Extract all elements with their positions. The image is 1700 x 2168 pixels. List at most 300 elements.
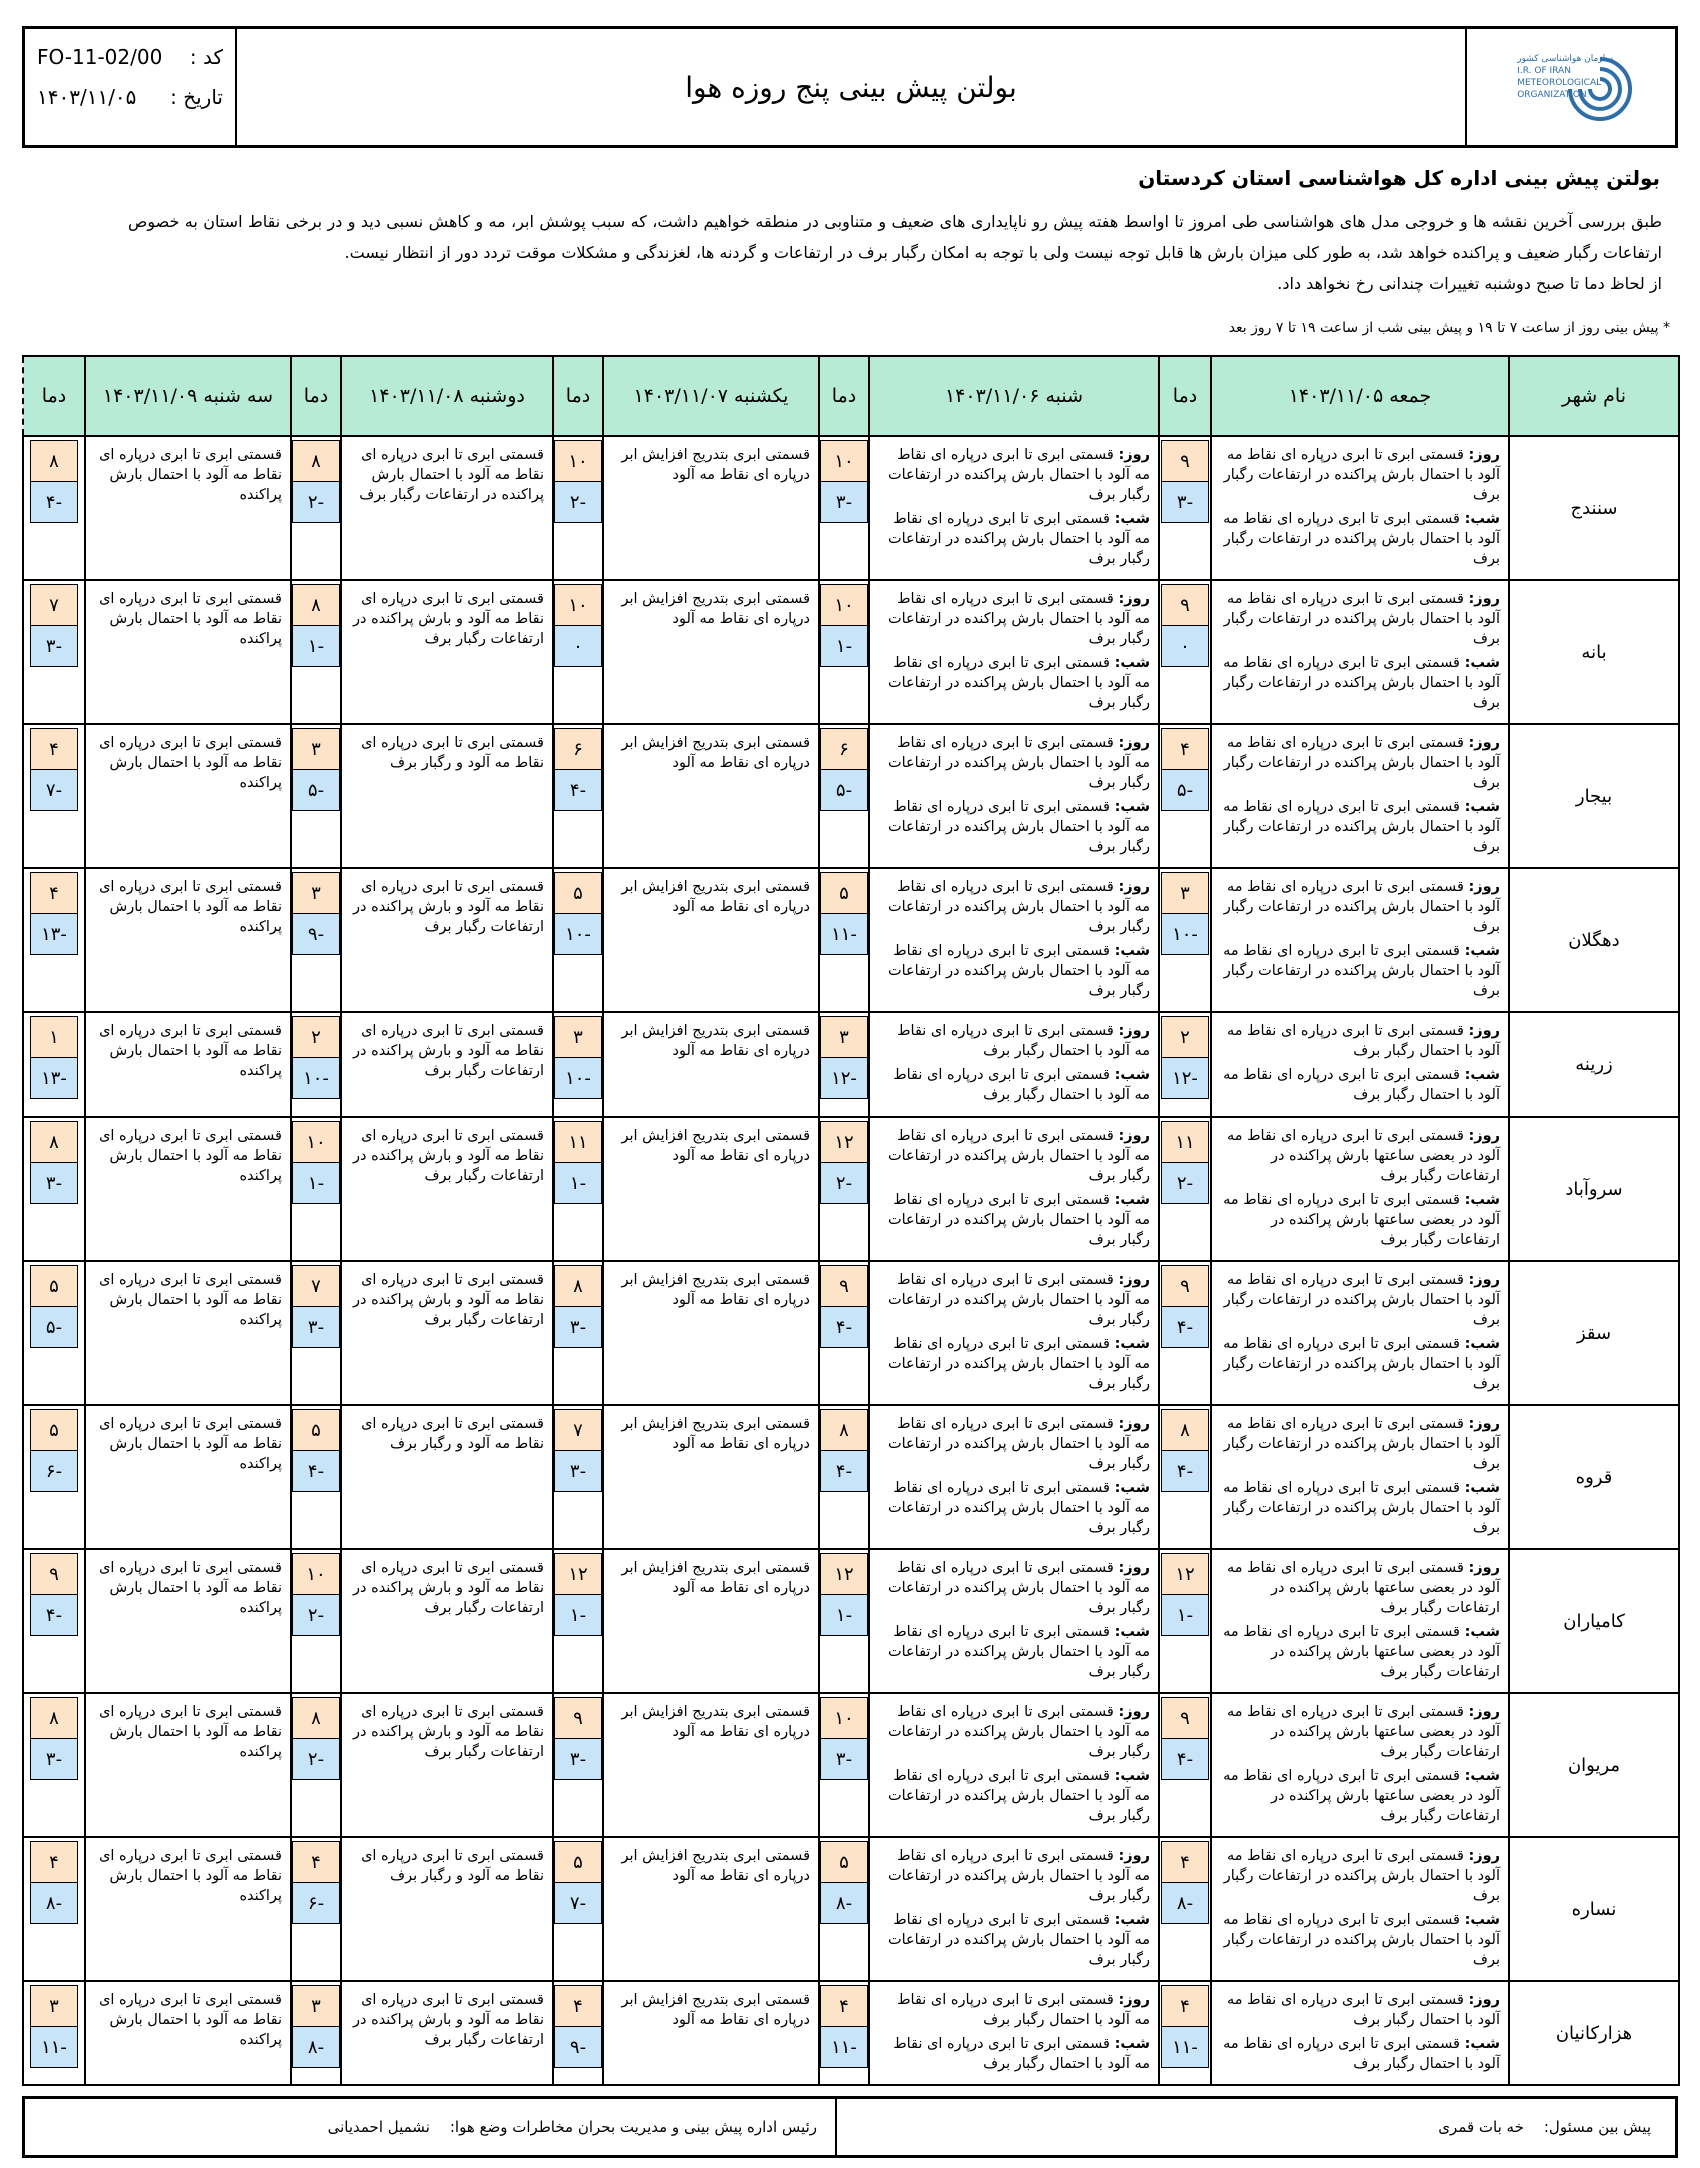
day-text: قسمتی ابری تا ابری درپاره ای نقاط مه آلود با احتمال رگبار برف [897,1992,1150,2028]
temperature-cell [1159,580,1211,724]
night-label: شب: [1114,943,1150,959]
forecast-cell [869,1693,1159,1837]
temperature-box [30,1697,78,1780]
min-temperature: -۶ [30,1451,78,1492]
night-text: قسمتی ابری تا ابری درپاره ای نقاط مه آلود با احتمال بارش پراکنده در ارتفاعات رگبار برف [887,799,1150,855]
min-temperature: -۱۰ [292,1058,340,1099]
table-row [23,1837,1679,1981]
min-temperature: -۱ [554,1163,602,1204]
day-text: قسمتی ابری تا ابری درپاره ای نقاط مه آلود با احتمال بارش پراکنده در ارتفاعات رگبار برف [1223,1272,1500,1328]
day-forecast [1220,733,1500,793]
night-label: شب: [1114,1624,1150,1640]
temperature-cell [291,1012,341,1117]
forecast-text: قسمتی ابری بتدریج افزایش ابر درپاره ای نقاط مه آلود [621,1023,810,1059]
day-text: قسمتی ابری تا ابری درپاره ای نقاط مه آلود با احتمال بارش پراکنده در ارتفاعات رگبار برف [887,1272,1150,1328]
day-forecast [1220,1126,1500,1186]
max-temperature: ۱۱ [554,1121,602,1163]
max-temperature: ۸ [30,440,78,482]
forecast-cell [603,724,819,868]
max-temperature: ۳ [30,1985,78,2027]
max-temperature: ۷ [30,584,78,626]
day-label: روز: [1468,735,1500,751]
forecast-cell [603,868,819,1012]
max-temperature: ۴ [820,1985,868,2027]
forecast-cell [85,1405,291,1549]
temperature-cell [23,1117,85,1261]
forecast-cell [341,436,553,580]
night-label: شب: [1464,2036,1500,2052]
temperature-box [30,1985,78,2068]
forecast-cell [603,1117,819,1261]
min-temperature: -۳ [30,1739,78,1780]
night-text: قسمتی ابری تا ابری درپاره ای نقاط مه آلود در بعضی ساعتها بارش پراکنده در ارتفاعات رگبار برف [1223,1768,1500,1824]
forecast-text: قسمتی ابری تا ابری درپاره ای نقاط مه آلود با احتمال بارش پراکنده [99,1272,282,1328]
night-forecast [878,653,1150,713]
min-temperature: -۲ [1161,1163,1209,1204]
temperature-cell [23,1837,85,1981]
max-temperature: ۴ [1161,1841,1209,1883]
night-label: شب: [1464,1624,1500,1640]
max-temperature: ۷ [554,1409,602,1451]
temperature-box [554,1265,602,1348]
temperature-cell [819,436,869,580]
forecast-text: قسمتی ابری بتدریج افزایش ابر درپاره ای نقاط مه آلود [621,735,810,771]
day-forecast [1220,1702,1500,1762]
min-temperature: -۵ [820,770,868,811]
night-forecast [1220,2034,1500,2074]
max-temperature: ۸ [820,1409,868,1451]
forecast-cell [1211,1117,1509,1261]
day-text: قسمتی ابری تا ابری درپاره ای نقاط مه آلود در بعضی ساعتها بارش پراکنده در ارتفاعات رگبار برف [1226,1128,1500,1184]
temperature-cell [553,1693,603,1837]
night-forecast [1220,1065,1500,1105]
night-label: شب: [1464,1192,1500,1208]
temperature-cell [553,1261,603,1405]
temperature-cell [291,868,341,1012]
table-header-row [23,356,1679,436]
table-row [23,436,1679,580]
max-temperature: ۱۲ [820,1121,868,1163]
min-temperature: -۳ [30,626,78,667]
night-forecast [878,1766,1150,1826]
night-forecast [878,509,1150,569]
temperature-box [820,728,868,811]
max-temperature: ۵ [30,1265,78,1307]
forecast-cell [341,724,553,868]
temperature-cell [291,1117,341,1261]
max-temperature: ۷ [292,1265,340,1307]
min-temperature: -۸ [30,1883,78,1924]
head-name: نشمیل احمدیانی [327,2118,430,2136]
night-text: قسمتی ابری تا ابری درپاره ای نقاط مه آلود با احتمال بارش پراکنده در ارتفاعات رگبار برف [1223,799,1500,855]
night-forecast [878,1910,1150,1970]
day-forecast [878,1414,1150,1474]
forecast-cell [869,1261,1159,1405]
max-temperature: ۸ [30,1697,78,1739]
city-name: هزارکانیان [1509,1981,1679,2085]
forecast-cell [85,1012,291,1117]
day-label: روز: [1468,879,1500,895]
max-temperature: ۴ [292,1841,340,1883]
night-forecast [1220,1622,1500,1682]
forecast-cell [85,1693,291,1837]
day-forecast [878,877,1150,937]
temperature-cell [23,580,85,724]
night-forecast [1220,1190,1500,1250]
day-text: قسمتی ابری تا ابری درپاره ای نقاط مه آلود با احتمال بارش پراکنده در ارتفاعات رگبار برف [887,591,1150,647]
temperature-box [820,1553,868,1636]
forecast-text: قسمتی ابری تا ابری درپاره ای نقاط مه آلود با احتمال بارش پراکنده [99,1560,282,1616]
night-forecast [1220,1766,1500,1826]
max-temperature: ۵ [292,1409,340,1451]
forecast-text: قسمتی ابری بتدریج افزایش ابر درپاره ای نقاط مه آلود [621,447,810,483]
forecast-text: قسمتی ابری تا ابری درپاره ای نقاط مه آلود و بارش پراکنده در ارتفاعات رگبار برف [353,1128,544,1184]
forecast-text: قسمتی ابری بتدریج افزایش ابر درپاره ای نقاط مه آلود [621,1560,810,1596]
temperature-cell [1159,1012,1211,1117]
night-label: شب: [1114,1480,1150,1496]
day-text: قسمتی ابری تا ابری درپاره ای نقاط مه آلود با احتمال بارش پراکنده در ارتفاعات رگبار برف [1223,1416,1500,1472]
forecast-cell [341,868,553,1012]
head-label: رئیس اداره پیش بینی و مدیریت بحران مخاطرات وضع هوا: [449,2118,817,2136]
min-temperature: -۹ [554,2027,602,2068]
table-row [23,868,1679,1012]
day-label: روز: [1118,1416,1150,1432]
forecast-text: قسمتی ابری تا ابری درپاره ای نقاط مه آلود و بارش پراکنده در ارتفاعات رگبار برف [353,1560,544,1616]
min-temperature: -۱ [292,626,340,667]
temperature-cell [553,1117,603,1261]
temperature-box [30,1841,78,1924]
table-row [23,580,1679,724]
day-text: قسمتی ابری تا ابری درپاره ای نقاط مه آلود با احتمال بارش پراکنده در ارتفاعات رگبار برف [887,1848,1150,1904]
night-label: شب: [1114,1192,1150,1208]
date-value: ۱۴۰۳/۱۱/۰۵ [37,85,137,109]
temperature-box [554,1697,602,1780]
temperature-cell [291,436,341,580]
day-label: روز: [1468,447,1500,463]
forecast-cell [85,1837,291,1981]
max-temperature: ۹ [1161,1265,1209,1307]
temperature-box [820,1697,868,1780]
min-temperature: -۷ [30,770,78,811]
day-text: قسمتی ابری تا ابری درپاره ای نقاط مه آلود با احتمال بارش پراکنده در ارتفاعات رگبار برف [887,735,1150,791]
temperature-box [820,1016,868,1099]
day-forecast [1220,1021,1500,1061]
day-label: روز: [1118,1023,1150,1039]
day-label: روز: [1468,1560,1500,1576]
forecast-cell [1211,1549,1509,1693]
day-forecast [878,733,1150,793]
temperature-cell [23,1693,85,1837]
table-row [23,724,1679,868]
temperature-box [292,1697,340,1780]
max-temperature: ۵ [554,872,602,914]
temperature-cell [553,1981,603,2085]
temperature-cell [1159,436,1211,580]
temperature-cell [1159,1549,1211,1693]
night-label: شب: [1114,1768,1150,1784]
table-row [23,1981,1679,2085]
logo-text-en-2: METEOROLOGICAL [1517,78,1602,88]
day-label: روز: [1118,1704,1150,1720]
forecast-cell [1211,1837,1509,1981]
temperature-box [292,440,340,523]
forecast-cell [869,1012,1159,1117]
temperature-cell [23,1012,85,1117]
day-text: قسمتی ابری تا ابری درپاره ای نقاط مه آلود با احتمال بارش پراکنده در ارتفاعات رگبار برف [887,1560,1150,1616]
max-temperature: ۸ [554,1265,602,1307]
temperature-box [30,584,78,667]
day-label: روز: [1468,1128,1500,1144]
forecast-cell [85,580,291,724]
max-temperature: ۸ [292,584,340,626]
day-forecast [1220,445,1500,505]
summary-paragraph-2: از لحاظ دما تا صبح دوشنبه تغییرات چندانی رخ نخواهد داد. [1277,274,1662,293]
max-temperature: ۵ [820,872,868,914]
night-label: شب: [1114,1067,1150,1083]
temperature-box [1161,1265,1209,1348]
table-row [23,1405,1679,1549]
max-temperature: ۴ [30,1841,78,1883]
temperature-cell [553,1549,603,1693]
night-forecast [878,1190,1150,1250]
forecast-text: قسمتی ابری بتدریج افزایش ابر درپاره ای نقاط مه آلود [621,1848,810,1884]
temperature-box [1161,1985,1209,2068]
day-forecast [1220,1270,1500,1330]
temperature-cell [553,1405,603,1549]
forecast-cell [869,1117,1159,1261]
max-temperature: ۳ [554,1016,602,1058]
night-label: شب: [1464,1912,1500,1928]
night-label: شب: [1464,1336,1500,1352]
night-label: شب: [1114,511,1150,527]
temperature-cell [819,1012,869,1117]
min-temperature: -۱۲ [820,1058,868,1099]
forecast-text: قسمتی ابری تا ابری درپاره ای نقاط مه آلود و بارش پراکنده در ارتفاعات رگبار برف [353,1704,544,1760]
city-name: بانه [1509,580,1679,724]
temperature-cell [291,1549,341,1693]
temperature-box [554,1841,602,1924]
logo [1465,29,1675,145]
temperature-cell [1159,868,1211,1012]
night-label: شب: [1114,799,1150,815]
min-temperature: -۴ [1161,1451,1209,1492]
forecast-cell [603,580,819,724]
day-label: روز: [1118,591,1150,607]
max-temperature: ۳ [292,728,340,770]
max-temperature: ۱۲ [554,1553,602,1595]
min-temperature: -۱ [1161,1595,1209,1636]
night-label: شب: [1464,511,1500,527]
night-text: قسمتی ابری تا ابری درپاره ای نقاط مه آلود در بعضی ساعتها بارش پراکنده در ارتفاعات رگبار برف [1223,1624,1500,1680]
logo-text [1517,53,1613,101]
max-temperature: ۲ [1161,1016,1209,1058]
temperature-cell [23,1405,85,1549]
max-temperature: ۹ [554,1697,602,1739]
day-forecast [878,1990,1150,2030]
logo-text-en-3: ORGANIZATION [1517,90,1587,100]
summary-paragraph-1: طبق بررسی آخرین نقشه ها و خروجی مدل های هواشناسی طی امروز تا اواسط هفته پیش رو ناپایداری های ضعیف و متناوبی در منطقه خواهیم داشت، که سبب پوشش ابر، مه و کاهش نسبی دید و در برخی نقاط استان به خصوص ارتفاعات رگبار ضعیف و پراکنده خواهد شد، به طور کلی میزان بارش ها قابل توجه نیست ولی با توجه به امکان رگبار برف در ارتفاعات و گردنه ها، لغزندگی و مشکلات موقت تردد دور از انتظار نیست. [128,212,1662,262]
day-text: قسمتی ابری تا ابری درپاره ای نقاط مه آلود با احتمال بارش پراکنده در ارتفاعات رگبار برف [887,1416,1150,1472]
min-temperature: -۱ [820,626,868,667]
day-forecast [1220,1414,1500,1474]
temperature-cell [553,1012,603,1117]
forecast-cell [1211,724,1509,868]
temperature-box [1161,1121,1209,1204]
temperature-cell [553,580,603,724]
temperature-box [820,584,868,667]
temperature-box [1161,1841,1209,1924]
forecast-text: قسمتی ابری تا ابری درپاره ای نقاط مه آلود با احتمال بارش پراکنده [99,1704,282,1760]
temperature-cell [553,724,603,868]
temperature-cell [819,1837,869,1981]
night-text: قسمتی ابری تا ابری درپاره ای نقاط مه آلود با احتمال رگبار برف [893,2036,1150,2072]
min-temperature: -۴ [554,770,602,811]
day-forecast [878,1126,1150,1186]
forecast-table [22,355,1680,2086]
forecast-text: قسمتی ابری تا ابری درپاره ای نقاط مه آلود و بارش پراکنده در ارتفاعات رگبار برف [353,1272,544,1328]
temperature-box [820,1265,868,1348]
max-temperature: ۴ [30,728,78,770]
forecast-cell [1211,580,1509,724]
temperature-box [820,1985,868,2068]
forecast-text: قسمتی ابری بتدریج افزایش ابر درپاره ای نقاط مه آلود [621,1992,810,2028]
temperature-cell [1159,1405,1211,1549]
temperature-cell [553,1837,603,1981]
temperature-box [292,872,340,955]
min-temperature: -۳ [820,482,868,523]
forecaster-label: پیش بین مسئول: [1543,2118,1651,2136]
temperature-box [30,1409,78,1492]
day-text: قسمتی ابری تا ابری درپاره ای نقاط مه آلود با احتمال بارش پراکنده در ارتفاعات رگبار برف [887,447,1150,503]
temperature-box [1161,872,1209,955]
temperature-box [292,1016,340,1099]
forecast-cell [341,580,553,724]
temperature-box [554,1985,602,2068]
org-heading: بولتن پیش بینی اداره کل هواشناسی استان کردستان [1138,166,1660,190]
forecast-cell [85,868,291,1012]
night-forecast [878,1334,1150,1394]
temperature-box [554,1409,602,1492]
day-label: روز: [1468,1992,1500,2008]
forecast-cell [341,1012,553,1117]
temperature-box [292,1409,340,1492]
code-value: FO-11-02/00 [37,45,163,69]
night-forecast [878,1622,1150,1682]
day-label: روز: [1118,1272,1150,1288]
forecast-text: قسمتی ابری تا ابری درپاره ای نقاط مه آلود با احتمال بارش پراکنده [99,1992,282,2048]
temperature-cell [291,580,341,724]
temperature-box [30,1121,78,1204]
min-temperature: -۸ [1161,1883,1209,1924]
day-label: روز: [1468,1704,1500,1720]
forecast-text: قسمتی ابری بتدریج افزایش ابر درپاره ای نقاط مه آلود [621,879,810,915]
forecast-cell [869,1549,1159,1693]
temperature-box [1161,440,1209,523]
max-temperature: ۹ [1161,440,1209,482]
forecast-cell [341,1261,553,1405]
day-text: قسمتی ابری تا ابری درپاره ای نقاط مه آلود در بعضی ساعتها بارش پراکنده در ارتفاعات رگبار برف [1226,1560,1500,1616]
forecast-text: قسمتی ابری تا ابری درپاره ای نقاط مه آلود با احتمال بارش پراکنده در ارتفاعات رگبار برف [359,447,544,503]
min-temperature: -۱۳ [30,914,78,955]
temperature-box [30,872,78,955]
temperature-box [820,1121,868,1204]
night-forecast [878,941,1150,1001]
max-temperature: ۹ [30,1553,78,1595]
night-text: قسمتی ابری تا ابری درپاره ای نقاط مه آلود با احتمال بارش پراکنده در ارتفاعات رگبار برف [887,1912,1150,1968]
day-forecast [1220,589,1500,649]
night-forecast [878,1478,1150,1538]
forecast-cell [341,1405,553,1549]
min-temperature: -۴ [1161,1307,1209,1348]
temperature-cell [291,1261,341,1405]
forecast-cell [603,1837,819,1981]
temperature-box [292,584,340,667]
night-label: شب: [1464,1067,1500,1083]
forecast-cell [85,436,291,580]
temperature-box [30,1016,78,1099]
day-label: روز: [1118,447,1150,463]
forecast-text: قسمتی ابری تا ابری درپاره ای نقاط مه آلود با احتمال بارش پراکنده [99,1848,282,1904]
min-temperature: -۲ [292,1595,340,1636]
temperature-cell [291,1405,341,1549]
temperature-box [1161,1016,1209,1099]
city-name: مریوان [1509,1693,1679,1837]
temperature-cell [23,1981,85,2085]
day-text: قسمتی ابری تا ابری درپاره ای نقاط مه آلود با احتمال رگبار برف [897,1023,1150,1059]
min-temperature: -۱۰ [554,1058,602,1099]
max-temperature: ۳ [820,1016,868,1058]
forecast-text: قسمتی ابری تا ابری درپاره ای نقاط مه آلود و بارش پراکنده در ارتفاعات رگبار برف [353,1023,544,1079]
max-temperature: ۸ [30,1121,78,1163]
temperature-box [1161,728,1209,811]
day-1-header: جمعه ۱۴۰۳/۱۱/۰۵ [1211,356,1509,436]
min-temperature: -۱۱ [820,914,868,955]
temperature-box [820,1409,868,1492]
temperature-cell [1159,1261,1211,1405]
min-temperature: -۴ [30,1595,78,1636]
forecast-text: قسمتی ابری تا ابری درپاره ای نقاط مه آلود با احتمال بارش پراکنده [99,1023,282,1079]
max-temperature: ۸ [292,440,340,482]
night-text: قسمتی ابری تا ابری درپاره ای نقاط مه آلود با احتمال بارش پراکنده در ارتفاعات رگبار برف [887,1624,1150,1680]
temperature-cell [23,868,85,1012]
temperature-box [1161,1697,1209,1780]
night-text: قسمتی ابری تا ابری درپاره ای نقاط مه آلود با احتمال بارش پراکنده در ارتفاعات رگبار برف [1223,943,1500,999]
forecast-cell [603,1693,819,1837]
forecast-text: قسمتی ابری تا ابری درپاره ای نقاط مه آلود با احتمال بارش پراکنده [99,1416,282,1472]
max-temperature: ۱۰ [292,1121,340,1163]
min-temperature: ۰ [1161,626,1209,667]
max-temperature: ۴ [1161,1985,1209,2027]
temperature-box [554,728,602,811]
forecast-cell [85,1981,291,2085]
day-text: قسمتی ابری تا ابری درپاره ای نقاط مه آلود با احتمال بارش پراکنده در ارتفاعات رگبار برف [887,1128,1150,1184]
temperature-cell [1159,1693,1211,1837]
temperature-box [554,584,602,667]
city-name: قروه [1509,1405,1679,1549]
forecast-cell [341,1693,553,1837]
temperature-cell [553,868,603,1012]
day-5-header: سه شنبه ۱۴۰۳/۱۱/۰۹ [85,356,291,436]
temperature-cell [23,1261,85,1405]
min-temperature: -۷ [554,1883,602,1924]
night-label: شب: [1114,1336,1150,1352]
min-temperature: -۹ [292,914,340,955]
code-label: کد : [189,45,223,69]
forecast-cell [85,1549,291,1693]
day-label: روز: [1468,1416,1500,1432]
forecast-text: قسمتی ابری بتدریج افزایش ابر درپاره ای نقاط مه آلود [621,1128,810,1164]
bulletin-title: بولتن پیش بینی پنج روزه هوا [685,70,1017,104]
